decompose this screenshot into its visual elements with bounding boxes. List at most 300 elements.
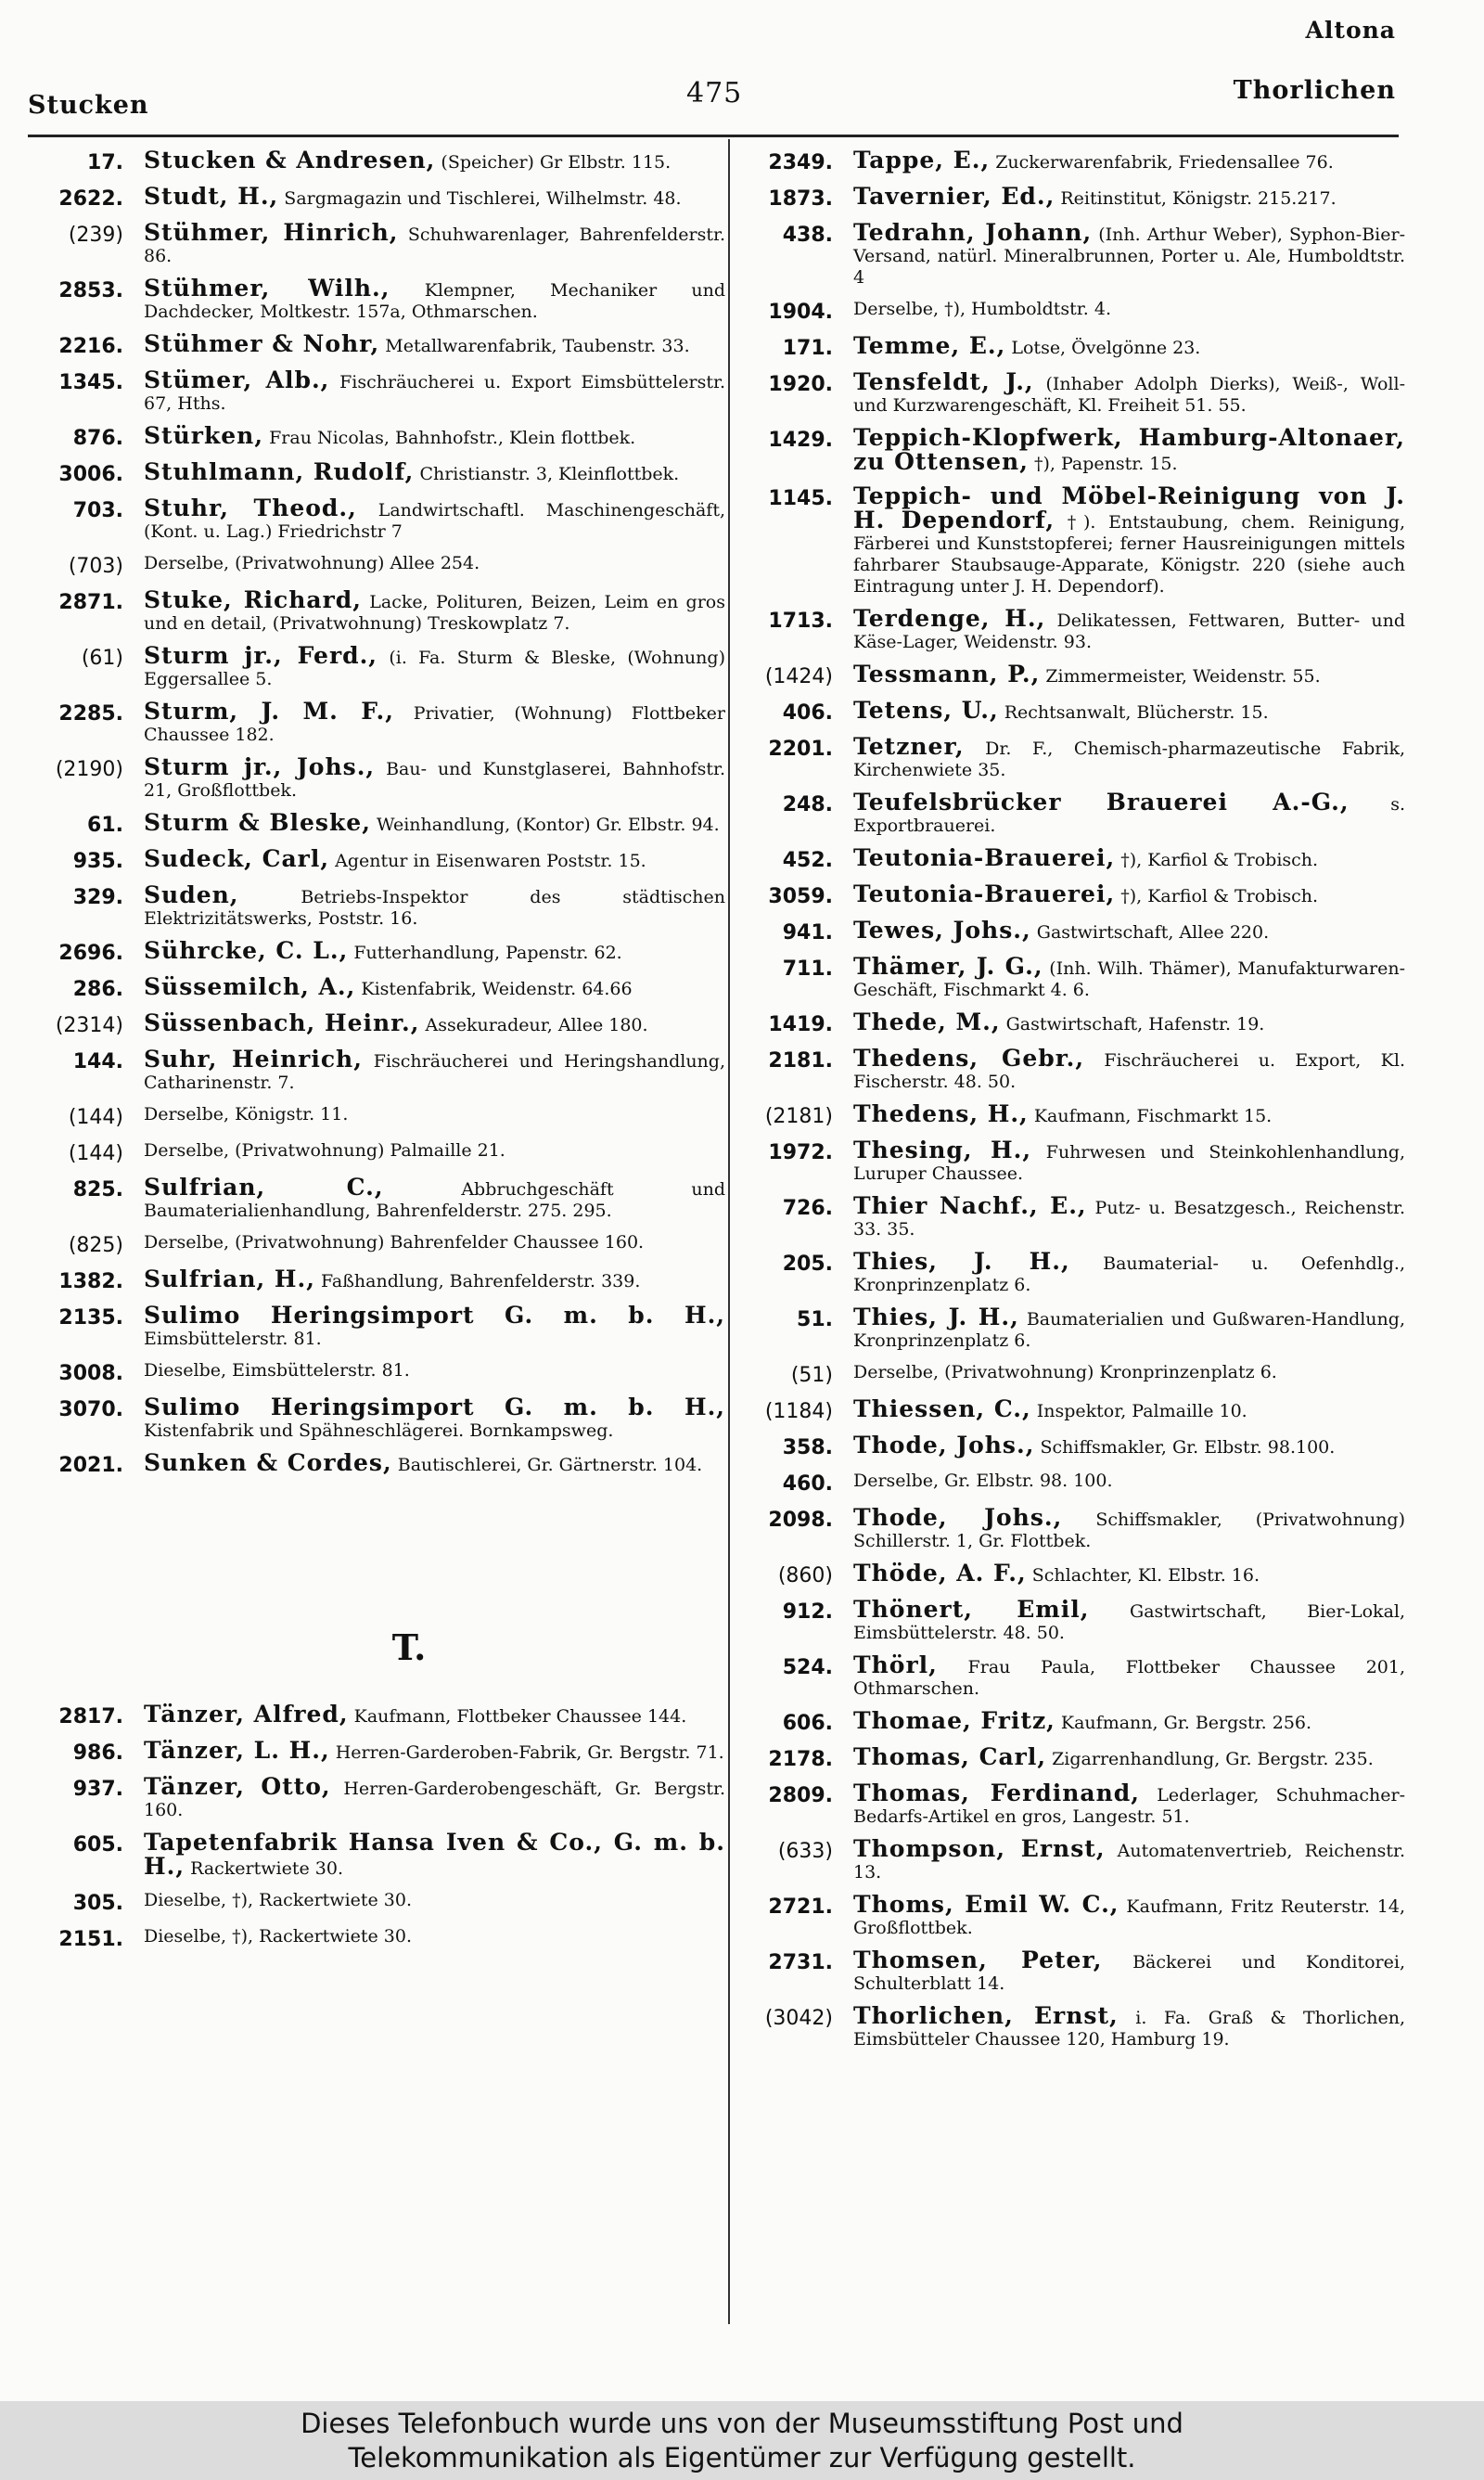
phone-number: 438. — [782, 224, 833, 247]
entry-name: Sulfrian, C., — [144, 1174, 384, 1201]
entry-details: Königstr. 11. — [235, 1104, 349, 1124]
entry-details: Baumaterialien und Gußwaren-Handlung, Kronprinzenplatz 6. — [853, 1309, 1405, 1351]
entry-details: Bautischlerei, Gr. Gärtnerstr. 104. — [397, 1455, 703, 1475]
phone-number: 2181. — [768, 1049, 833, 1073]
left-entry-list-t — [28, 1703, 725, 1952]
phone-number: (239) — [68, 224, 123, 247]
right-entry-list — [737, 149, 1405, 2050]
entry-body — [853, 1743, 1405, 1770]
phone-number: 2853. — [58, 279, 123, 302]
phone-number: 2098. — [768, 1509, 833, 1532]
entry-details: i. Fa. Graß & Thorlichen, Eimsbütteler Chaussee 120, Hamburg 19. — [853, 2008, 1405, 2050]
phone-number: 2349. — [768, 151, 833, 174]
entry-body — [853, 1835, 1405, 1883]
directory-entry — [737, 149, 1405, 175]
directory-entry — [28, 1048, 725, 1094]
entry-details: Reitinstitut, Königstr. 215.217. — [1060, 188, 1337, 209]
directory-entry — [28, 1232, 725, 1258]
directory-entry — [737, 1011, 1405, 1037]
entry-name: Tavernier, Ed., — [853, 183, 1055, 210]
entry-details: Kaufmann, Flottbeker Chaussee 144. — [353, 1706, 687, 1727]
phone-number: (825) — [68, 1234, 123, 1257]
directory-entry — [28, 700, 725, 746]
directory-entry — [737, 733, 1405, 781]
entry-details: Lotse, Övelgönne 23. — [1011, 338, 1201, 358]
entry-body — [853, 733, 1405, 781]
entry-body — [144, 1360, 725, 1381]
entry-name: Thönert, Emil, — [853, 1596, 1090, 1623]
entry-name: Tetens, U., — [853, 697, 999, 724]
entry-body — [144, 422, 725, 449]
entry-body — [853, 1362, 1405, 1383]
entry-details: Lacke, Polituren, Beizen, Leim en gros und en detail, (Privatwohnung) Treskowplatz 7. — [144, 592, 725, 634]
phone-number: 51. — [797, 1308, 833, 1331]
directory-entry — [28, 937, 725, 966]
directory-entry — [737, 880, 1405, 909]
phone-number: 941. — [782, 921, 833, 944]
entry-details: Kaufmann, Gr. Bergstr. 256. — [1060, 1713, 1312, 1733]
entry-details: Rackertwiete 30. — [190, 1858, 343, 1879]
page-number: 475 — [686, 77, 743, 109]
phone-number: (1184) — [764, 1400, 833, 1423]
entry-name: Thämer, J. G., — [853, 953, 1043, 980]
left-entry-list — [28, 149, 725, 1478]
entry-name: Stühmer, Wilh., — [144, 275, 390, 302]
phone-number: 3006. — [58, 463, 123, 486]
directory-entry — [28, 1449, 725, 1478]
entry-name: Dieselbe, — [144, 1360, 227, 1381]
entry-body — [144, 881, 725, 930]
directory-entry — [737, 219, 1406, 289]
entry-details: Gr. Elbstr. 98. 100. — [944, 1471, 1113, 1491]
entry-name: Thompson, Ernst, — [853, 1835, 1106, 1862]
entry-details: (Privatwohnung) Palmaille 21. — [235, 1140, 505, 1161]
entry-details: Dr. F., Chemisch-pharmazeutische Fabrik, Kirchenwiete 35. — [853, 739, 1405, 780]
entry-body — [853, 1011, 1405, 1035]
entry-details: Herren-Garderobengeschäft, Gr. Bergstr. 160. — [144, 1779, 725, 1820]
phone-number: 17. — [87, 151, 123, 174]
directory-entry — [737, 1782, 1405, 1828]
directory-entry — [737, 1306, 1405, 1352]
phone-number: 912. — [782, 1600, 833, 1624]
entry-name: Süssemilch, A., — [144, 973, 356, 1000]
entry-name: Thomae, Fritz, — [853, 1707, 1055, 1734]
entry-name: Derselbe, — [144, 1232, 230, 1253]
entry-name: Teutonia-Brauerei, — [853, 880, 1116, 907]
entry-body — [144, 973, 725, 1000]
entry-name: Sturm jr., Ferd., — [144, 642, 378, 669]
entry-name: Thoms, Emil W. C., — [853, 1891, 1119, 1918]
phone-number: 1345. — [58, 371, 123, 394]
directory-entry — [28, 219, 725, 267]
phone-number: 2135. — [58, 1306, 123, 1330]
entry-details: (Inhaber Adolph Dierks), Weiß-, Woll- und Kurzwarengeschäft, Kl. Freiheit 51. 55. — [853, 374, 1405, 416]
phone-number: (860) — [777, 1564, 833, 1587]
directory-entry — [737, 1707, 1405, 1736]
entry-details: s. Exportbrauerei. — [853, 794, 1405, 836]
entry-body — [144, 366, 725, 415]
entry-body — [144, 700, 725, 746]
phone-number: 1382. — [58, 1270, 123, 1293]
phone-number: 2817. — [58, 1705, 123, 1728]
entry-body — [853, 1306, 1405, 1352]
entry-body — [853, 1471, 1405, 1492]
entry-body — [144, 809, 725, 836]
entry-details: (Inh. Wilh. Thämer), Manufakturwaren-Geschäft, Fischmarkt 4. 6. — [853, 958, 1405, 1000]
directory-entry — [737, 697, 1405, 726]
entry-body — [853, 697, 1405, 724]
entry-details: Automatenvertrieb, Reichenstr. 13. — [853, 1841, 1405, 1882]
directory-entry — [737, 844, 1405, 873]
entry-body — [853, 1891, 1405, 1939]
phone-number: 460. — [782, 1472, 833, 1496]
directory-entry — [28, 809, 725, 838]
directory-entry — [28, 422, 725, 451]
phone-number: 2021. — [58, 1454, 123, 1477]
phone-number: 286. — [72, 978, 123, 1001]
entry-details: †), Humboldtstr. 4. — [944, 299, 1112, 319]
entry-body — [144, 1140, 725, 1162]
entry-name: Tänzer, Alfred, — [144, 1701, 349, 1728]
entry-name: Thier Nachf., E., — [853, 1192, 1087, 1219]
entry-body — [144, 330, 725, 357]
entry-body — [144, 1831, 725, 1880]
entry-details: Faßhandlung, Bahrenfelderstr. 339. — [321, 1271, 641, 1291]
directory-entry — [737, 953, 1405, 1001]
entry-name: Thörl, — [853, 1651, 938, 1678]
directory-entry — [737, 1562, 1405, 1588]
entry-body — [144, 586, 725, 635]
left-keyword: Stucken — [28, 91, 149, 120]
phone-number: 986. — [72, 1741, 123, 1765]
entry-name: Dieselbe, — [144, 1926, 227, 1947]
directory-entry — [28, 1009, 725, 1038]
phone-number: 2871. — [58, 591, 123, 614]
entry-name: Stümer, Alb., — [144, 366, 330, 393]
entry-body — [853, 149, 1405, 173]
directory-entry — [28, 277, 725, 323]
phone-number: 2696. — [58, 942, 123, 965]
entry-name: Stuhr, Theod., — [144, 495, 357, 521]
archive-notice — [0, 2401, 1484, 2480]
entry-details: Kistenfabrik, Weidenstr. 64.66 — [361, 979, 633, 999]
entry-details: Baumaterial- u. Oefenhdlg., Kronprinzenplatz 6. — [853, 1253, 1405, 1295]
entry-name: Derselbe, — [144, 1104, 230, 1124]
entry-body — [144, 497, 725, 543]
phone-number: 2178. — [768, 1748, 833, 1771]
entry-details: †), Rackertwiete 30. — [232, 1926, 413, 1947]
entry-details: Christianstr. 3, Kleinflottbek. — [419, 464, 680, 484]
directory-entry — [737, 1434, 1405, 1460]
directory-entry — [28, 1268, 725, 1294]
entry-name: Sturm jr., Johs., — [144, 753, 376, 780]
entry-name: Süssenbach, Heinr., — [144, 1009, 420, 1036]
archive-notice-line-2: Telekommunikation als Eigentümer zur Verfügung gestellt. — [348, 2442, 1136, 2474]
archive-notice-line-1: Dieses Telefonbuch wurde uns von der Museumsstiftung Post und — [301, 2408, 1183, 2439]
directory-entry — [737, 368, 1405, 417]
entry-name: Teppich-Klopfwerk, Hamburg-Altonaer, zu Ottensen, — [853, 424, 1405, 475]
directory-entry — [28, 1703, 725, 1729]
phone-number: 876. — [72, 427, 123, 450]
phone-number: 2151. — [58, 1928, 123, 1951]
entry-body — [144, 1304, 725, 1350]
entry-details: Abbruchgeschäft und Baumaterialienhandlung, Bahrenfelderstr. 275. 295. — [144, 1179, 725, 1221]
entry-details: Kistenfabrik und Spähneschlägerei. Bornkampsweg. — [144, 1420, 614, 1441]
phone-number: (144) — [68, 1142, 123, 1165]
phone-number: 2721. — [768, 1895, 833, 1919]
entry-details: Gastwirtschaft, Bier-Lokal, Eimsbüttelerstr. 48. 50. — [853, 1601, 1406, 1643]
entry-body — [853, 368, 1405, 417]
entry-body — [853, 1395, 1405, 1422]
entry-details: Schiffsmakler, (Privatwohnung) Schillerstr. 1, Gr. Flottbek. — [853, 1510, 1405, 1551]
entry-body — [144, 277, 725, 323]
entry-name: Sturm, J. M. F., — [144, 698, 394, 725]
phone-number: 305. — [72, 1892, 123, 1915]
entry-details: Putz- u. Besatzgesch., Reichenstr. 33. 35. — [853, 1198, 1405, 1240]
district-heading: Altona — [1305, 17, 1396, 44]
phone-number: 452. — [782, 849, 833, 872]
entry-body — [853, 1047, 1405, 1093]
entry-name: Derselbe, — [853, 1362, 940, 1382]
phone-number: 248. — [782, 793, 833, 816]
entry-details: †), Papenstr. 15. — [1033, 454, 1178, 474]
phone-number: (1424) — [764, 665, 833, 688]
directory-entry — [737, 2002, 1405, 2050]
directory-entry — [737, 1891, 1405, 1939]
entry-body — [853, 1562, 1405, 1587]
phone-number: 711. — [782, 957, 833, 981]
entry-details: Agentur in Eisenwaren Poststr. 15. — [335, 851, 646, 871]
phone-number: 825. — [72, 1178, 123, 1201]
phone-number: 171. — [782, 337, 833, 360]
entry-body — [144, 1048, 725, 1094]
entry-details: Bau- und Kunstglaserei, Bahnhofstr. 21, Großflottbek. — [144, 759, 726, 801]
phone-number: 1920. — [768, 373, 833, 396]
entry-details: Eimsbüttelerstr. 81. — [144, 1329, 322, 1349]
directory-entry — [737, 1743, 1405, 1772]
entry-name: Stucken & Andresen, — [144, 147, 436, 173]
phone-number: 3070. — [58, 1398, 123, 1421]
header-rule — [28, 135, 1399, 137]
entry-name: Sudeck, Carl, — [144, 845, 330, 872]
entry-details: Lederlager, Schuhmacher-Bedarfs-Artikel en gros, Langestr. 51. — [853, 1785, 1405, 1827]
directory-entry — [28, 458, 725, 487]
entry-details: Metallwarenfabrik, Taubenstr. 33. — [385, 336, 690, 356]
entry-body — [853, 332, 1405, 359]
directory-entry — [28, 1304, 725, 1350]
directory-entry — [737, 605, 1405, 653]
entry-name: Tänzer, L. H., — [144, 1737, 330, 1764]
entry-body — [853, 605, 1405, 653]
entry-details: Herren-Garderoben-Fabrik, Gr. Bergstr. 71. — [335, 1742, 724, 1763]
entry-details: Eimsbüttelerstr. 81. — [232, 1360, 410, 1381]
directory-entry — [28, 1773, 725, 1821]
phone-number: 703. — [72, 499, 123, 522]
entry-details: Fischräucherei und Heringshandlung, Catharinenstr. 7. — [144, 1051, 725, 1093]
entry-details: Zuckerwarenfabrik, Friedensallee 76. — [995, 152, 1334, 173]
right-column — [737, 139, 1405, 2050]
phone-number: 144. — [72, 1050, 123, 1073]
directory-entry — [28, 586, 725, 635]
entry-name: Sührcke, C. L., — [144, 937, 349, 964]
directory-entry — [737, 183, 1405, 212]
phone-number: (2314) — [55, 1014, 123, 1037]
entry-body — [144, 1009, 725, 1036]
phone-number: 3059. — [768, 885, 833, 908]
left-column — [28, 139, 725, 1952]
entry-body — [853, 663, 1405, 687]
entry-name: Teppich- und Möbel-Reinigung von J. H. Dependorf, — [853, 482, 1405, 533]
entry-body — [853, 1248, 1405, 1296]
directory-entry — [737, 482, 1405, 598]
directory-entry — [28, 1176, 725, 1222]
entry-details: (i. Fa. Sturm & Bleske, (Wohnung) Eggersallee 5. — [144, 648, 725, 689]
entry-details: Fuhrwesen und Steinkohlenhandlung, Luruper Chaussee. — [853, 1142, 1405, 1184]
entry-name: Thorlichen, Ernst, — [853, 2002, 1119, 2029]
entry-details: Schlachter, Kl. Elbstr. 16. — [1031, 1565, 1260, 1586]
phone-number: (2181) — [764, 1105, 833, 1128]
entry-body — [144, 1268, 725, 1292]
entry-name: Terdenge, H., — [853, 605, 1046, 632]
entry-body — [144, 183, 725, 210]
directory-entry — [28, 973, 725, 1002]
entry-details: Kaufmann, Fischmarkt 15. — [1033, 1106, 1273, 1126]
entry-body — [144, 1104, 725, 1125]
phone-number: 3008. — [58, 1362, 123, 1385]
entry-body — [144, 219, 725, 267]
entry-name: Tetzner, — [853, 733, 965, 760]
entry-name: Thomas, Ferdinand, — [853, 1780, 1140, 1806]
entry-name: Thode, Johs., — [853, 1504, 1063, 1531]
entry-details: †), Rackertwiete 30. — [232, 1890, 413, 1910]
entry-name: Thomas, Carl, — [853, 1743, 1047, 1770]
entry-details: (Privatwohnung) Kronprinzenplatz 6. — [944, 1362, 1277, 1382]
directory-entry — [737, 663, 1405, 689]
entry-name: Thiessen, C., — [853, 1395, 1031, 1422]
entry-name: Stühmer & Nohr, — [144, 330, 380, 357]
entry-body — [144, 1396, 725, 1442]
entry-details: Delikatessen, Fettwaren, Butter- und Käse-Lager, Weidenstr. 93. — [853, 610, 1405, 652]
entry-details: Gastwirtschaft, Allee 220. — [1036, 922, 1270, 943]
phone-number: (633) — [777, 1840, 833, 1863]
entry-details: Bäckerei und Konditorei, Schulterblatt 14. — [853, 1952, 1405, 1994]
entry-body — [853, 1139, 1405, 1185]
entry-body — [853, 1596, 1406, 1644]
phone-number: 1145. — [768, 487, 833, 510]
directory-entry — [737, 1471, 1405, 1497]
directory-entry — [28, 330, 725, 359]
phone-number: 935. — [72, 850, 123, 873]
entry-name: Stürken, — [144, 422, 264, 449]
entry-name: Thede, M., — [853, 1009, 1001, 1035]
directory-entry — [28, 845, 725, 874]
entry-body — [853, 880, 1405, 907]
entry-body — [144, 1703, 725, 1728]
entry-name: Thöde, A. F., — [853, 1560, 1027, 1587]
directory-entry — [28, 1104, 725, 1130]
entry-details: Frau Nicolas, Bahnhofstr., Klein flottbek. — [269, 428, 636, 448]
entry-name: Derselbe, — [853, 299, 940, 319]
phone-number: 605. — [72, 1833, 123, 1857]
entry-body — [853, 1100, 1405, 1127]
directory-entry — [28, 1831, 725, 1880]
phone-number: 329. — [72, 886, 123, 909]
entry-name: Teufelsbrücker Brauerei A.-G., — [853, 789, 1350, 816]
phone-number: 1429. — [768, 429, 833, 452]
section-letter: T. — [391, 1626, 427, 1668]
phone-number: 1419. — [768, 1013, 833, 1036]
entry-body — [144, 1449, 725, 1476]
directory-entry — [28, 753, 726, 802]
directory-entry — [737, 424, 1405, 475]
entry-details: Frau Paula, Flottbeker Chaussee 201, Othmarschen. — [853, 1657, 1405, 1699]
entry-name: Tappe, E., — [853, 147, 991, 173]
entry-body — [144, 1926, 725, 1947]
directory-entry — [28, 497, 725, 543]
entry-body — [853, 1192, 1405, 1240]
directory-entry — [28, 183, 725, 212]
entry-details: Fischräucherei u. Export, Kl. Fischerstr. 48. 50. — [853, 1050, 1405, 1092]
directory-entry — [28, 642, 725, 690]
entry-body — [853, 1782, 1405, 1828]
entry-name: Stuke, Richard, — [144, 586, 362, 613]
entry-name: Derselbe, — [853, 1471, 940, 1491]
phone-number: 2285. — [58, 702, 123, 726]
entry-details: Fischräucherei u. Export Eimsbüttelerstr. 67, Hths. — [144, 372, 725, 414]
entry-details: Inspektor, Palmaille 10. — [1036, 1401, 1247, 1421]
phone-number: 61. — [87, 814, 123, 837]
entry-name: Sunken & Cordes, — [144, 1449, 392, 1476]
phone-number: 2622. — [58, 187, 123, 211]
entry-details: †), Karfiol & Trobisch. — [1120, 850, 1319, 870]
entry-body — [144, 1176, 725, 1222]
entry-body — [853, 919, 1405, 944]
entry-body — [853, 299, 1405, 320]
phone-number: 2809. — [768, 1784, 833, 1807]
phone-number: (61) — [81, 647, 123, 670]
phone-number: 1713. — [768, 610, 833, 633]
entry-body — [144, 753, 726, 802]
phone-number: 2731. — [768, 1951, 833, 1974]
directory-entry — [737, 1395, 1405, 1424]
directory-entry — [737, 1504, 1405, 1552]
directory-entry — [737, 1248, 1405, 1296]
directory-entry — [28, 1360, 725, 1386]
directory-entry — [28, 149, 725, 175]
entry-body — [853, 482, 1405, 598]
entry-name: Tewes, Johs., — [853, 917, 1031, 944]
directory-entry — [737, 1139, 1405, 1185]
entry-name: Dieselbe, — [144, 1890, 227, 1910]
entry-name: Sulfrian, H., — [144, 1266, 315, 1292]
phone-number: 358. — [782, 1436, 833, 1459]
directory-entry — [737, 1651, 1405, 1700]
directory-entry — [737, 791, 1405, 837]
phone-number: 2216. — [58, 335, 123, 358]
directory-entry — [28, 1890, 725, 1916]
entry-body — [853, 1434, 1405, 1458]
entry-body — [144, 1737, 725, 1764]
entry-name: Stühmer, Hinrich, — [144, 219, 399, 246]
entry-body — [144, 845, 725, 872]
phone-number: (703) — [68, 555, 123, 578]
entry-details: Gastwirtschaft, Hafenstr. 19. — [1005, 1014, 1265, 1034]
entry-name: Tänzer, Otto, — [144, 1773, 331, 1800]
entry-details: †), Karfiol & Trobisch. — [1120, 886, 1319, 906]
directory-entry — [28, 1926, 725, 1952]
entry-name: Temme, E., — [853, 332, 1006, 359]
entry-body — [853, 183, 1405, 210]
